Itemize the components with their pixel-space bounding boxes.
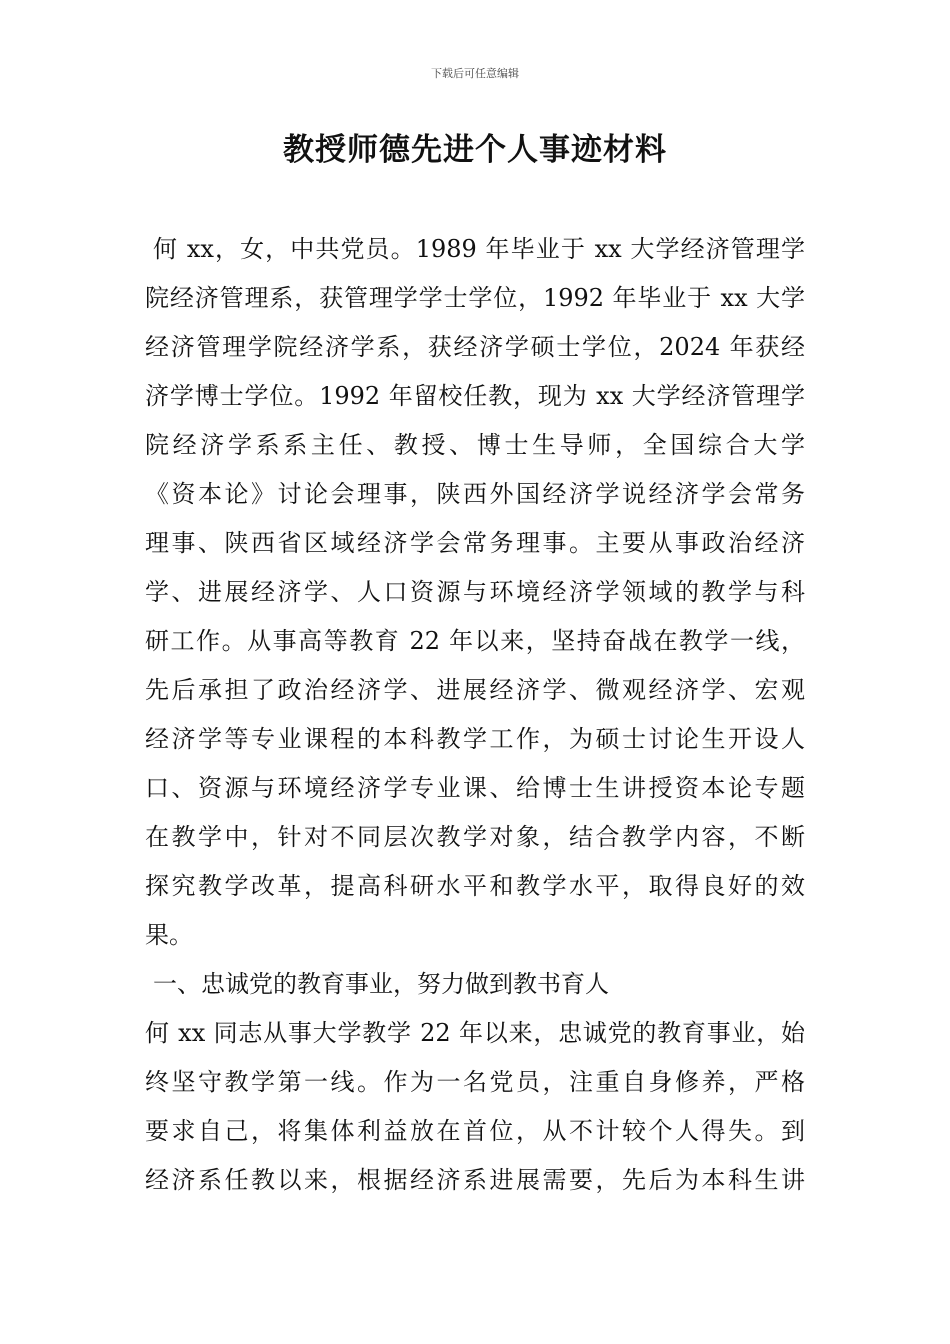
body-line: 研工作。从事高等教育 22 年以来，坚持奋战在教学一线， xyxy=(145,627,805,655)
body-line: 何 xx 同志从事大学教学 22 年以来，忠诚党的教育事业，始 xyxy=(145,1019,805,1047)
body-line: 要求自己，将集体利益放在首位，从不计较个人得失。到 xyxy=(145,1117,805,1145)
body-line: 终坚守教学第一线。作为一名党员，注重自身修养，严格 xyxy=(145,1068,805,1096)
body-line: 理事、陕西省区域经济学会常务理事。主要从事政治经济 xyxy=(145,529,805,557)
body-line: 济学博士学位。1992 年留校任教，现为 xx 大学经济管理学 xyxy=(145,382,805,410)
body-line: 探究教学改革，提高科研水平和教学水平，取得良好的效 xyxy=(145,872,805,900)
body-line: 经济系任教以来，根据经济系进展需要，先后为本科生讲 xyxy=(145,1166,805,1194)
body-line: 《资本论》讨论会理事，陕西外国经济学说经济学会常务 xyxy=(145,480,805,508)
body-line: 经济管理学院经济学系，获经济学硕士学位，2024 年获经 xyxy=(145,333,805,361)
body-line: 何 xx，女，中共党员。1989 年毕业于 xx 大学经济管理学 xyxy=(153,235,805,263)
document-title: 教授师德先进个人事迹材料 xyxy=(283,132,667,168)
document-body xyxy=(145,225,805,1205)
body-line: 学、进展经济学、人口资源与环境经济学领域的教学与科 xyxy=(145,578,805,606)
body-line: 果。 xyxy=(145,921,193,949)
body-line: 先后承担了政治经济学、进展经济学、微观经济学、宏观 xyxy=(145,676,805,704)
body-line: 经济学等专业课程的本科教学工作，为硕士讨论生开设人 xyxy=(145,725,805,753)
body-line: 院经济学系系主任、教授、博士生导师，全国综合大学 xyxy=(145,431,805,459)
body-line: 口、资源与环境经济学专业课、给博士生讲授资本论专题 xyxy=(145,774,805,802)
body-line: 在教学中，针对不同层次教学对象，结合教学内容，不断 xyxy=(145,823,805,851)
section-heading: 一、忠诚党的教育事业，努力做到教书育人 xyxy=(153,970,609,998)
body-line: 院经济管理系，获管理学学士学位，1992 年毕业于 xx 大学 xyxy=(145,284,805,312)
header-note: 下载后可任意编辑 xyxy=(431,67,519,80)
